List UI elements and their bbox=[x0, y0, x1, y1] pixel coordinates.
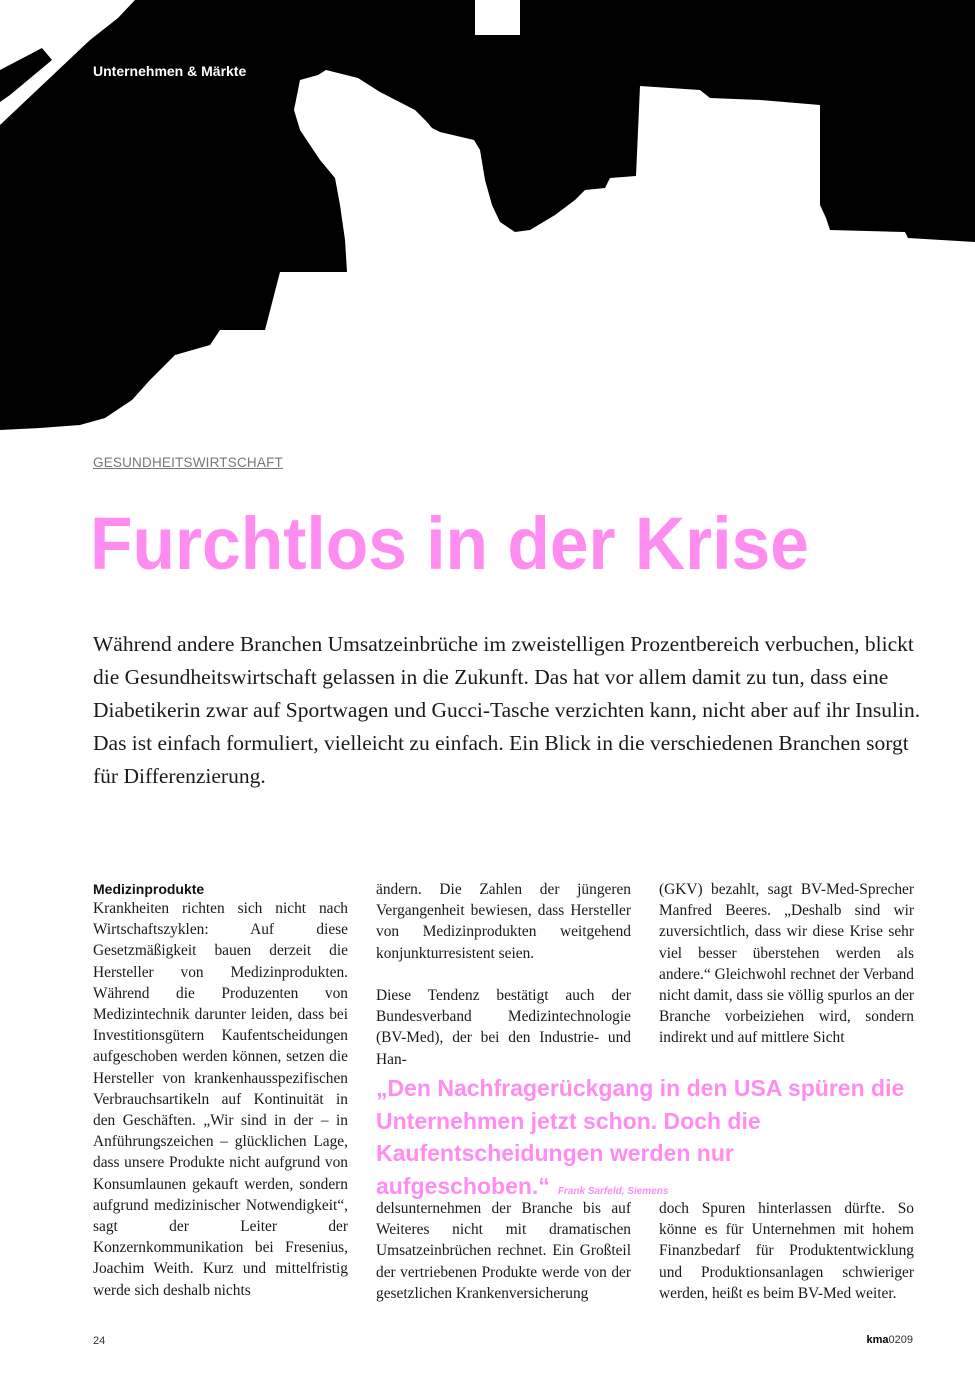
article-column-3-bottom bbox=[659, 1198, 914, 1304]
section-subhead: Medizinprodukte bbox=[93, 881, 205, 897]
column-3-text-top: (GKV) bezahlt, sagt BV-Med-Sprecher Manfred Beeres. „Deshalb sind wir zuversichtlich, dass wir diese Krise sehr viel besser überstehen werden als andere.“ Gleichwohl rechnet der Verband nicht damit, dass sie völlig spurlos an der Branche vorbeiziehen wird, sondern indirekt und auf mittlere Sicht bbox=[659, 881, 914, 1047]
column-1-text: Krankheiten richten sich nicht nach Wirtschaftszyklen: Auf diese Gesetzmäßigkeit bauen derzeit die Hersteller von Medizinprodukten. Während die Produzenten von Medizintechnik darunter leiden, dass bei Investitionsgütern Kaufentscheidungen aufgeschoben werden können, setzen die Hersteller von krankenhausspezifischen Verbrauchsartikeln auf Kontinuität in den Geschäften. „Wir sind in der – in Anführungszeichen – glücklichen Lage, dass unsere Produkte nicht aufgrund von Konsumlaunen gekauft werden, sondern aufgrund medizinischer Notwendigkeit“, sagt der Leiter der Konzernkommunikation bei Fresenius, Joachim Weith. Kurz und mittelfristig werde sich deshalb nichts bbox=[93, 900, 348, 1299]
article-column-1 bbox=[93, 880, 348, 1301]
article-column-2-bottom bbox=[376, 1198, 631, 1304]
magazine-brand bbox=[866, 1334, 913, 1346]
issue-number: 0209 bbox=[888, 1334, 913, 1346]
column-2-text-bottom: delsunternehmen der Branche bis auf Weiteres nicht mit dramatischen Umsatzeinbrüchen rechnet. Ein Großteil der vertriebenen Produkte werde von der gesetzlichen Krankenversicherung bbox=[376, 1200, 631, 1302]
page-number: 24 bbox=[93, 1335, 106, 1347]
pull-quote-text: „Den Nachfragerückgang in den USA spüren die Unternehmen jetzt schon. Doch die Kaufentscheidungen werden nur aufgeschoben.“ bbox=[376, 1075, 905, 1199]
article-column-3-top bbox=[659, 879, 914, 1049]
pull-quote bbox=[376, 1072, 921, 1208]
magazine-logo: kma bbox=[866, 1334, 889, 1346]
column-3-text-bottom: doch Spuren hinterlassen dürfte. So könne es für Unternehmen mit hohem Finanzbedarf für Produktentwicklung und Produktionsanlagen schwieriger werden, heißt es beim BV-Med weiter. bbox=[659, 1200, 914, 1302]
article-title: Furchtlos in der Krise bbox=[90, 502, 809, 585]
column-2-paragraph-2: Diese Tendenz bestätigt auch der Bundesverband Medizintechnologie (BV-Med), der bei den Industrie- und Han- bbox=[376, 987, 631, 1068]
column-2-paragraph-1: ändern. Die Zahlen der jüngeren Vergangenheit bewiesen, dass Hersteller von Medizinprodukten weitgehend konjunkturresistent seien. bbox=[376, 881, 631, 962]
article-kicker-link[interactable]: GESUNDHEITSWIRTSCHAFT bbox=[93, 455, 283, 470]
pull-quote-source: Frank Sarfeld, Siemens bbox=[557, 1185, 669, 1197]
article-lead: Während andere Branchen Umsatzeinbrüche im zweistelligen Prozentbereich verbuchen, blickt die Gesundheitswirtschaft gelassen in die Zukunft. Das hat vor allem damit zu tun, dass eine Diabetikerin zwar auf Sportwagen und Gucci-Tasche verzichten kann, nicht aber auf ihr Insulin. Das ist einfach formuliert, vielleicht zu einfach. Ein Blick in die verschiedenen Branchen sorgt für Differenzierung. bbox=[93, 632, 921, 788]
article-column-2-top bbox=[376, 879, 631, 1070]
section-label: Unternehmen & Märkte bbox=[93, 63, 247, 79]
